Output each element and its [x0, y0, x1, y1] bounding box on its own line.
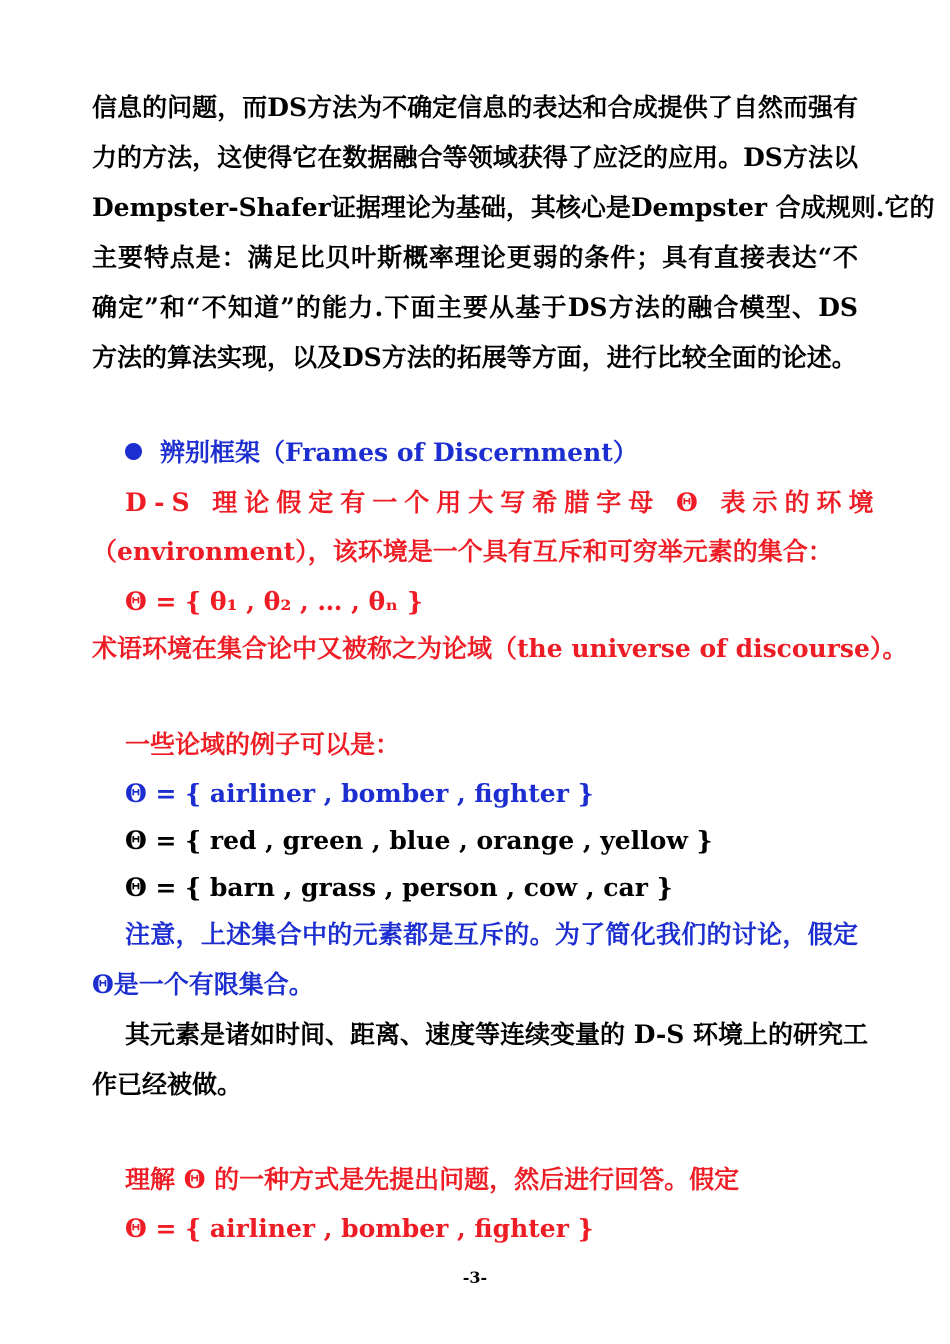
continuous-line-2: 作已经被做。 — [92, 1070, 243, 1099]
examples-intro: 一些论域的例子可以是： — [125, 730, 401, 759]
intro-line-1: 信息的问题，而DS方法为不确定信息的表达和合成提供了自然而强有 — [92, 93, 858, 122]
understand-set: Θ = { airliner , bomber , fighter } — [125, 1214, 594, 1243]
section-heading — [125, 436, 858, 470]
section-heading-text: 辨别框架（Frames of Discernment） — [160, 438, 638, 467]
continuous-line-1: 其元素是诸如时间、距离、速度等连续变量的 D-S 环境上的研究工 — [125, 1020, 868, 1049]
example-set-2: Θ = { red , green , blue , orange , yellow } — [125, 826, 713, 855]
page-number: -3- — [462, 1268, 488, 1287]
intro-line-4: 主要特点是：满足比贝叶斯概率理论更弱的条件；具有直接表达“不 — [92, 243, 858, 272]
intro-line-2: 力的方法，这使得它在数据融合等领域获得了应泛的应用。DS方法以 — [92, 143, 858, 172]
intro-line-3: Dempster-Shafer证据理论为基础，其核心是Dempster 合成规则.它的 — [92, 193, 935, 222]
theta-formula: Θ = { θ₁ , θ₂ , … , θₙ } — [125, 587, 423, 616]
note-line-2: Θ是一个有限集合。 — [92, 970, 314, 999]
example-set-1: Θ = { airliner , bomber , fighter } — [125, 779, 594, 808]
definition-line-1: D-S 理论假定有一个用大写希腊字母 Θ 表示的环境 — [125, 488, 881, 517]
intro-line-6: 方法的算法实现，以及DS方法的拓展等方面，进行比较全面的论述。 — [92, 343, 857, 372]
note-line-1: 注意，上述集合中的元素都是互斥的。为了简化我们的讨论，假定 — [125, 920, 858, 949]
universe-sentence: 术语环境在集合论中又被称之为论域（the universe of discourse）。 — [92, 634, 908, 663]
example-set-3: Θ = { barn , grass , person , cow , car } — [125, 873, 673, 902]
intro-line-5: 确定”和“不知道”的能力.下面主要从基于DS方法的融合模型、DS — [92, 293, 858, 322]
bullet-icon — [125, 443, 142, 460]
definition-line-2: （environment），该环境是一个具有互斥和可穷举元素的集合： — [92, 537, 833, 566]
understand-line: 理解 Θ 的一种方式是先提出问题，然后进行回答。假定 — [125, 1165, 740, 1194]
